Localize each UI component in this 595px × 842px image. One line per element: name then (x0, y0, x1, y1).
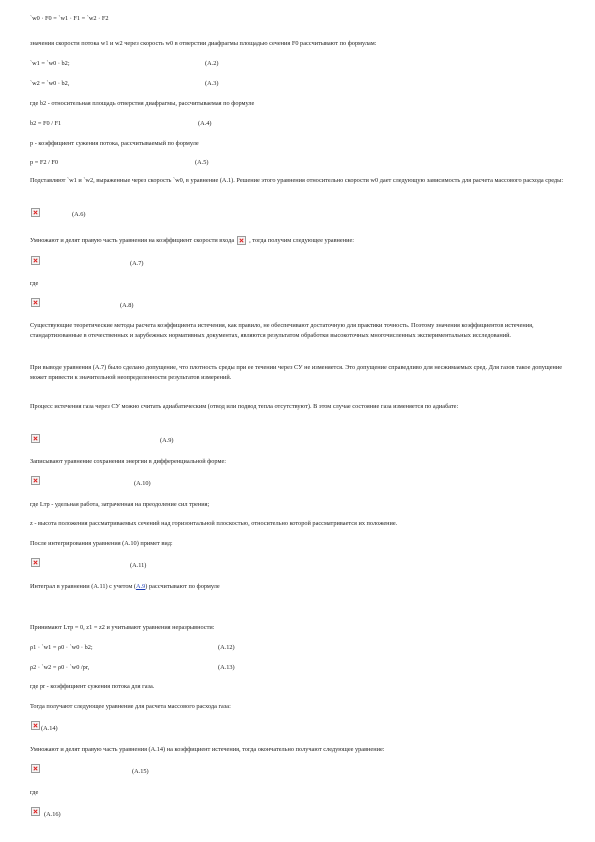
broken-image-icon (237, 236, 246, 245)
broken-image-icon (31, 721, 40, 730)
equation-a13: ρ2 · `w2 = ρ0 · `w0 /pr, (30, 664, 90, 671)
paragraph-integral-formula-text: Интеграл в уравнении (A.11) с учетом ( (30, 583, 137, 590)
equation-a12: ρ1 · `w1 = ρ0 · `w0 · b2; (30, 644, 93, 651)
paragraph-inlet-coefficient-text-end: , тогда получим следующее уравнение: (249, 236, 354, 244)
equation-a4: b2 = F0 / F1 (30, 120, 62, 127)
broken-image-icon (31, 434, 40, 443)
paragraph-velocity-formulas: значения скорости потока w1 и w2 через скорость w0 в отверстии диафрагмы площадью сечения F0 рассчитывают по формулам: (30, 40, 377, 47)
equation-number-a12: (A.12) (218, 644, 235, 651)
equation-number-a14: (A.14) (41, 725, 58, 732)
equation-number-a7: (A.7) (130, 260, 144, 267)
where-label: где (30, 280, 39, 287)
equation-a5: p = F2 / F0 (30, 159, 59, 166)
paragraph-gas-mass-flow: Тогда получают следующее уравнение для расчета массового расхода газа: (30, 703, 231, 710)
paragraph-integral-formula-text-end: ) рассчитывают по формуле (145, 583, 220, 590)
broken-image-icon (31, 764, 40, 773)
equation-a2: `w1 = `w0 · b2; (30, 60, 70, 67)
paragraph-friction-work: где Lтр - удельная работа, затраченная на преодоление сил трения; (30, 501, 210, 508)
broken-image-icon (31, 558, 40, 567)
paragraph-adiabatic: Процесс истечения газа через СУ можно считать адиабатическим (отвод или подвод тепла отсутствуют). В этом случае состояние газа изменяется по адиабате: (30, 403, 459, 410)
where-label-2: где (30, 789, 39, 796)
paragraph-inlet-coefficient (30, 236, 354, 245)
paragraph-theoretical-methods: Существующие теоретические методы расчета коэффициента истечения, как правило, не обеспечивают достаточную для практики точность. Поэтому значения коэффициентов истечения, стандартизованные в отечественных и зарубежных нормативных документах, являются результатом обработки высокоточных многочисленных экспериментальных исследований. (30, 322, 534, 339)
equation-continuity: `w0 · F0 = `w1 · F1 = `w2 · F2 (30, 15, 109, 22)
equation-number-a10: (A.10) (134, 480, 151, 487)
paragraph-energy-equation: Записывают уравнение сохранения энергии в дифференциальной форме: (30, 458, 226, 465)
equation-number-a16: (A.16) (44, 811, 61, 818)
paragraph-discharge-coefficient: Умножают и делят правую часть уравнения (A.14) на коэффициент истечения, тогда окончательно получают следующее уравнение: (30, 746, 385, 753)
paragraph-height-definition: z - высота положения рассматриваемых сечений над горизонтальной плоскостью, относительно которой рассматривается их положение. (30, 520, 398, 527)
equation-number-a6: (A.6) (72, 211, 86, 218)
equation-number-a9: (A.9) (160, 437, 174, 444)
broken-image-icon (31, 298, 40, 307)
paragraph-continuity-assumption: Принимают Lтр = 0, z1 = z2 и учитывают уравнения неразрывности: (30, 624, 215, 631)
paragraph-gas-contraction: где pr - коэффициент сужения потока для газа. (30, 683, 155, 690)
paragraph-p-definition: p - коэффициент сужения потока, рассчитываемый по формуле (30, 140, 199, 147)
equation-number-a13: (A.13) (218, 664, 235, 671)
equation-link-a9[interactable]: A.9 (136, 583, 146, 590)
paragraph-density-assumption: При выводе уравнения (A.7) было сделано допущение, что плотность среды при ее течении через СУ не изменяется. Это допущение справедливо для несжимаемых сред. Для газов такое допущение может привести к значительной неопределенности результатов измерений. (30, 364, 563, 381)
broken-image-icon (31, 476, 40, 485)
paragraph-inlet-coefficient-text: Умножают и делят правую часть уравнения на коэффициент скорости входа (30, 236, 235, 244)
equation-number-a4: (A.4) (198, 120, 212, 127)
paragraph-integral-formula (30, 583, 220, 591)
equation-number-a5: (A.5) (195, 159, 209, 166)
equation-number-a8: (A.8) (120, 302, 134, 309)
equation-number-a3: (A.3) (205, 80, 219, 87)
broken-image-icon (31, 208, 40, 217)
paragraph-b2-definition: где b2 - относительная площадь отверстия диафрагмы, рассчитываемая по формуле (30, 100, 255, 107)
broken-image-icon (31, 256, 40, 265)
equation-number-a2: (A.2) (205, 60, 219, 67)
equation-number-a11: (A.11) (130, 562, 147, 569)
equation-a3: `w2 = `w0 · b2, (30, 80, 70, 87)
broken-image-icon (31, 807, 40, 816)
equation-number-a15: (A.15) (132, 768, 149, 775)
paragraph-substitution: Подставляют `w1 и `w2, выраженные через скорость `w0, в уравнение (A.1). Решение этого уравнения относительно скорости w0 дает следующую зависимость для расчета массового расхода среды: (30, 177, 564, 184)
paragraph-after-integration: После интегрирования уравнения (A.10) примет вид: (30, 540, 173, 547)
